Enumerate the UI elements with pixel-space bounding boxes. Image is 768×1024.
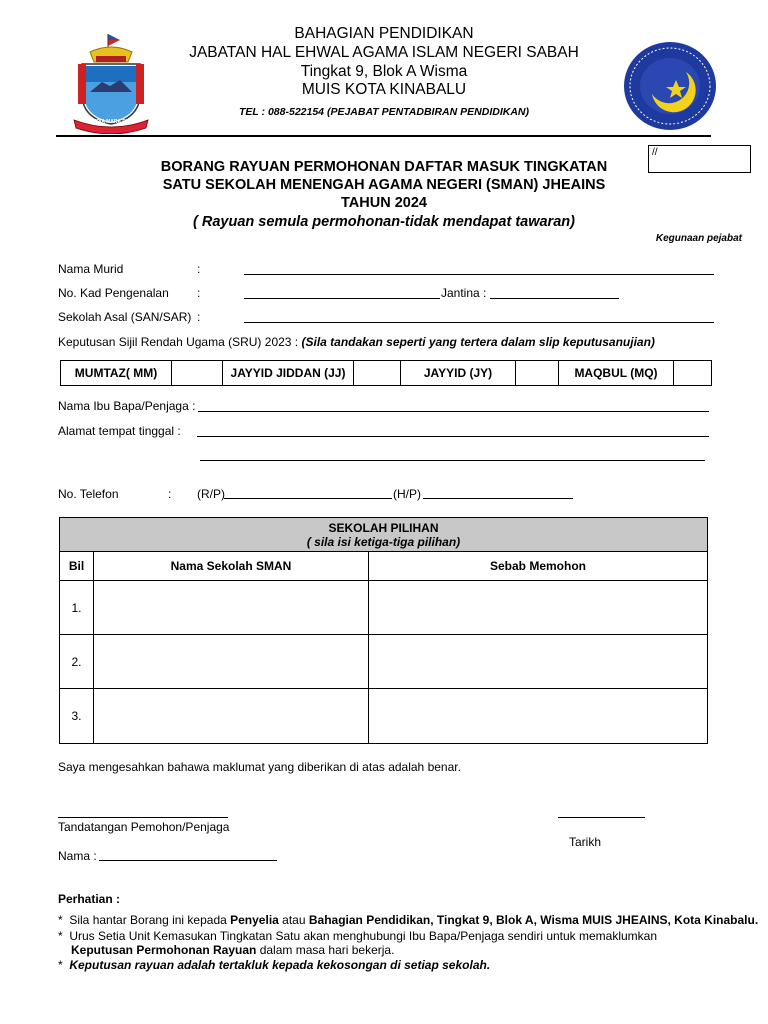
- jheains-seal-icon: [622, 40, 718, 132]
- ibu-bapa-label: Nama Ibu Bapa/Penjaga :: [58, 399, 196, 413]
- grade-checkbox-jayyid-jiddan[interactable]: [354, 361, 401, 386]
- rp-label: (R/P): [197, 487, 225, 501]
- note-bullet: *: [58, 958, 63, 972]
- grade-checkbox-mumtaz[interactable]: [172, 361, 223, 386]
- grade-mumtaz: MUMTAZ( MM): [61, 361, 172, 386]
- office-use-caption: Kegunaan pejabat: [655, 233, 742, 244]
- school-name-cell[interactable]: [94, 581, 369, 635]
- crest-motto: SEDIA MARA DIRI: [89, 119, 133, 125]
- date-line[interactable]: [558, 817, 645, 818]
- nama-murid-label: Nama Murid: [58, 262, 124, 276]
- col-sebab-memohon: Sebab Memohon: [369, 552, 708, 581]
- table-row: [60, 635, 708, 689]
- note-bullet: *: [58, 913, 63, 927]
- reason-cell[interactable]: [369, 635, 708, 689]
- hp-label: (H/P): [393, 487, 421, 501]
- note-3-text: Keputusan rayuan adalah tertakluk kepada kekosongan di setiap sekolah.: [69, 958, 491, 972]
- grade-checkbox-maqbul[interactable]: [674, 361, 712, 386]
- header-line-4: MUIS KOTA KINABALU: [301, 81, 467, 98]
- note-1-c: atau: [278, 913, 309, 927]
- kad-pengenalan-label: No. Kad Pengenalan: [58, 286, 169, 300]
- form-title-line-1: BORANG RAYUAN PERMOHONAN DAFTAR MASUK TINGKATAN: [160, 159, 608, 175]
- colon: :: [168, 487, 172, 501]
- col-bil: Bil: [60, 552, 94, 581]
- sekolah-asal-label: Sekolah Asal (SAN/SAR): [58, 310, 192, 324]
- alamat-label: Alamat tempat tinggal :: [58, 424, 181, 438]
- office-use-box-text: //: [652, 147, 658, 158]
- col-nama-sekolah: Nama Sekolah SMAN: [94, 552, 369, 581]
- row-number: 2.: [60, 635, 94, 689]
- rp-input-line[interactable]: [224, 498, 392, 499]
- sekolah-asal-input-line[interactable]: [244, 322, 714, 323]
- row-number: 3.: [60, 689, 94, 744]
- table-row: [60, 689, 708, 744]
- signature-line[interactable]: [58, 817, 228, 818]
- reason-cell[interactable]: [369, 689, 708, 744]
- colon: :: [197, 286, 201, 300]
- grade-jayyid-jiddan: JAYYID JIDDAN (JJ): [223, 361, 354, 386]
- note-2-c: dalam masa hari bekerja.: [256, 943, 395, 957]
- form-subtitle: ( Rayuan semula permohonan-tidak mendapat tawaran): [193, 214, 575, 230]
- table-row: [60, 581, 708, 635]
- jantina-label: Jantina :: [441, 286, 487, 300]
- school-table-title: SEKOLAH PILIHAN: [328, 520, 439, 535]
- name-input-line[interactable]: [99, 860, 277, 861]
- row-number: 1.: [60, 581, 94, 635]
- header-divider: [56, 135, 711, 137]
- alamat-input-line-1[interactable]: [197, 436, 709, 437]
- sru-label-text: Keputusan Sijil Rendah Ugama (SRU) 2023 :: [58, 335, 299, 349]
- header-line-2: JABATAN HAL EHWAL AGAMA ISLAM NEGERI SABAH: [189, 44, 579, 61]
- sru-label: [58, 335, 655, 349]
- grade-jayyid: JAYYID (JY): [401, 361, 516, 386]
- ibu-bapa-input-line[interactable]: [198, 411, 709, 412]
- jantina-input-line[interactable]: [490, 298, 619, 299]
- school-name-cell[interactable]: [94, 635, 369, 689]
- school-table-subtitle: ( sila isi ketiga-tiga pilihan): [306, 534, 461, 549]
- note-1-b: Penyelia: [230, 913, 279, 927]
- declaration-text: Saya mengesahkan bahawa maklumat yang diberikan di atas adalah benar.: [58, 760, 461, 774]
- nama-murid-input-line[interactable]: [244, 274, 714, 275]
- note-2-b: Keputusan Permohonan Rayuan: [71, 943, 257, 957]
- telefon-label: No. Telefon: [58, 487, 119, 501]
- header-line-3: Tingkat 9, Blok A Wisma: [300, 63, 468, 80]
- school-table-header: [60, 518, 708, 552]
- note-1-d: Bahagian Pendidikan, Tingkat 9, Blok A, Wisma MUIS JHEAINS, Kota Kinabalu.: [308, 913, 759, 927]
- form-title-line-3: TAHUN 2024: [341, 195, 427, 211]
- grade-checkbox-jayyid[interactable]: [516, 361, 559, 386]
- colon: :: [197, 262, 201, 276]
- signature-label: Tandatangan Pemohon/Penjaga: [58, 820, 230, 834]
- notes-heading: Perhatian :: [58, 892, 121, 906]
- note-bullet: *: [58, 929, 63, 943]
- sru-note: (Sila tandakan seperti yang tertera dalam slip keputusanujian): [301, 335, 655, 349]
- header-telephone: TEL : 088-522154 (PEJABAT PENTADBIRAN PENDIDIKAN): [239, 106, 529, 118]
- reason-cell[interactable]: [369, 581, 708, 635]
- form-title-line-2: SATU SEKOLAH MENENGAH AGAMA NEGERI (SMAN) JHEAINS: [162, 177, 606, 193]
- grade-table: [60, 360, 712, 386]
- hp-input-line[interactable]: [423, 498, 573, 499]
- note-2: [58, 929, 657, 957]
- school-choice-table: [59, 517, 708, 744]
- note-2-a: Urus Setia Unit Kemasukan Tingkatan Satu akan menghubungi Ibu Bapa/Penjaga sendiri untuk memaklumkan: [69, 929, 658, 943]
- note-1-a: Sila hantar Borang ini kepada: [69, 913, 231, 927]
- note-1: [58, 913, 758, 927]
- colon: :: [197, 310, 201, 324]
- school-name-cell[interactable]: [94, 689, 369, 744]
- kad-pengenalan-input-line[interactable]: [244, 298, 440, 299]
- header-line-1: BAHAGIAN PENDIDIKAN: [294, 25, 474, 42]
- name-label: Nama :: [58, 849, 97, 863]
- note-3: [58, 958, 490, 972]
- date-label: Tarikh: [569, 835, 602, 849]
- grade-maqbul: MAQBUL (MQ): [559, 361, 674, 386]
- alamat-input-line-2[interactable]: [200, 460, 705, 461]
